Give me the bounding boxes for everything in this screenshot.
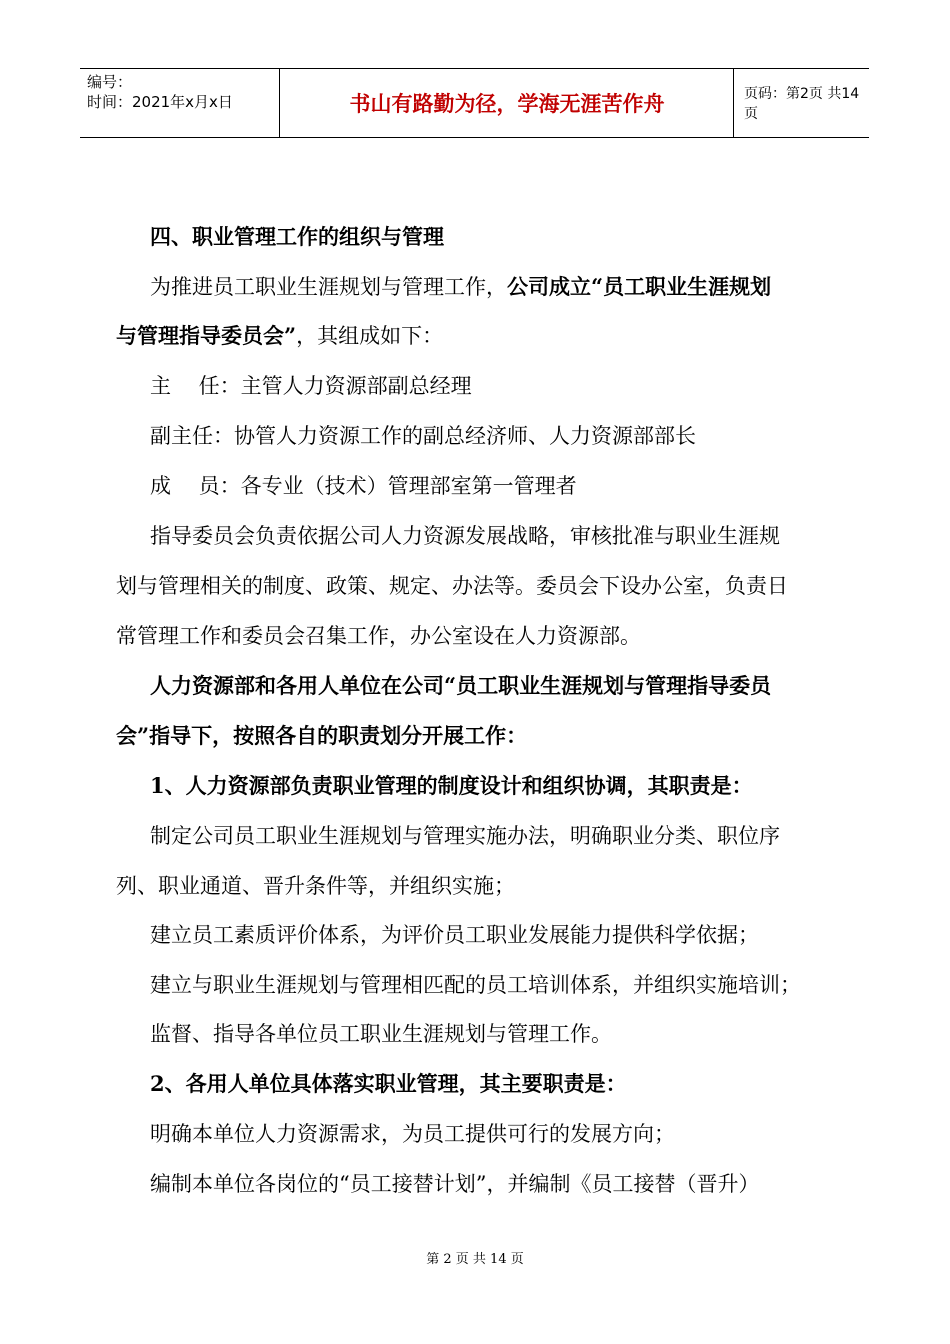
subheading-1: 1、人力资源部负责职业管理的制度设计和组织协调，其职责是： [150,773,753,798]
header-table [80,68,869,138]
item-3: 建立与职业生涯规划与管理相匹配的员工培训体系，并组织实施培训； [150,973,801,997]
paragraph-3-line-1: 人力资源部和各用人单位在公司“员工职业生涯规划与管理指导委员 [150,673,772,698]
subheading-2: 2、各用人单位具体落实职业管理，其主要职责是： [150,1071,627,1096]
unit-item-2: 编制本单位各岗位的“员工接替计划”，并编制《员工接替（晋升） [150,1172,760,1196]
header-left-cell [80,69,280,137]
item-1-line-2: 列、职业通道、晋升条件等，并组织实施； [116,874,515,898]
members-line: 成 员：各专业（技术）管理部室第一管理者 [150,474,577,498]
item-2: 建立员工素质评价体系，为评价员工职业发展能力提供科学依据； [150,923,759,947]
p1-text-b: 公司成立“员工职业生涯规划 [507,274,772,299]
paragraph-2-line-2: 划与管理相关的制度、政策、规定、办法等。委员会下设办公室，负责日 [116,574,788,598]
p1-text-c: 与管理指导委员会” [116,323,297,348]
paragraph-2-line-3: 常管理工作和委员会召集工作，办公室设在人力资源部。 [116,624,641,648]
unit-item-1: 明确本单位人力资源需求，为员工提供可行的发展方向； [150,1122,675,1146]
paragraph-3-line-2: 会”指导下，按照各自的职责划分开展工作： [116,723,528,748]
item-1-line-1: 制定公司员工职业生涯规划与管理实施办法，明确职业分类、职位序 [150,824,780,848]
section-heading: 四、职业管理工作的组织与管理 [150,224,444,249]
header-motto: 书山有路勤为径，学海无涯苦作舟 [281,69,734,137]
doc-number-label: 编号： [87,73,133,91]
deputy-line: 副主任：协管人力资源工作的副总经济师、人力资源部部长 [150,424,696,448]
page-footer: 第 2 页 共 14 页 [426,1252,524,1267]
director-line: 主 任：主管人力资源部副总经理 [150,374,472,398]
header-page-info: 页码：第2页 共14页 [744,86,860,122]
item-4: 监督、指导各单位员工职业生涯规划与管理工作。 [150,1022,612,1046]
p1-text-d: ，其组成如下： [296,324,444,348]
doc-date: 时间：2021年x月x日 [87,93,233,111]
paragraph-1-line-1 [150,274,870,300]
paragraph-2-line-1: 指导委员会负责依据公司人力资源发展战略，审核批准与职业生涯规 [150,524,780,548]
paragraph-1-line-2 [116,323,836,349]
p1-text-a: 为推进员工职业生涯规划与管理工作， [150,275,507,299]
